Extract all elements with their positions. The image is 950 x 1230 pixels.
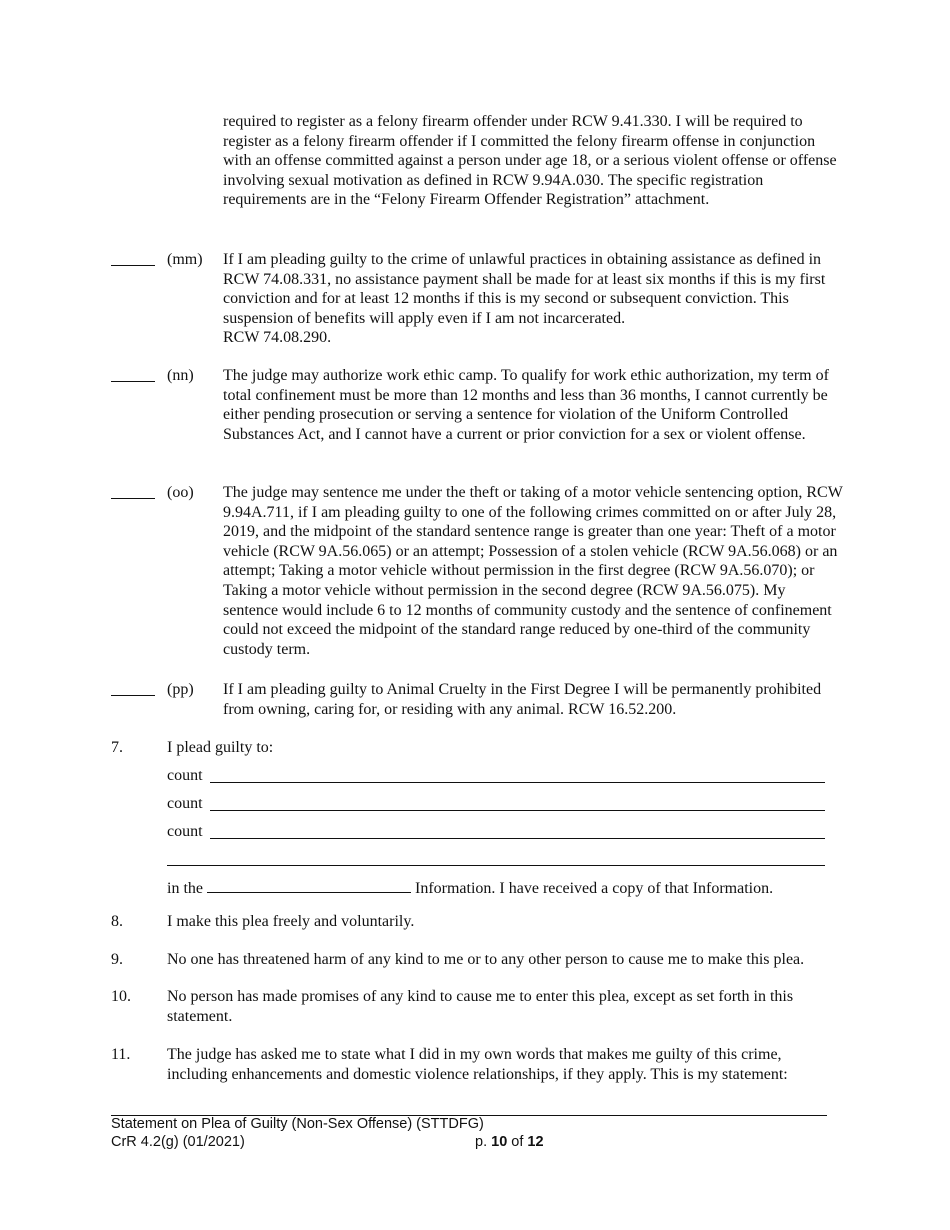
- section-8-number: 8.: [111, 913, 123, 930]
- checkbox-line-pp[interactable]: [111, 695, 155, 696]
- item-text-mm: [223, 250, 843, 348]
- item-label-pp: (pp): [167, 681, 194, 698]
- item-label-mm: (mm): [167, 251, 203, 268]
- in-the-prefix: in the: [167, 880, 203, 897]
- count-row-1: [167, 766, 825, 786]
- section-9-text: No one has threatened harm of any kind to me or to any other person to cause me to make this plea.: [167, 951, 805, 968]
- section-11-number: 11.: [111, 1046, 131, 1063]
- page-of: of: [511, 1134, 524, 1150]
- count-input-line-2[interactable]: [210, 810, 825, 811]
- footer-title: Statement on Plea of Guilty (Non-Sex Offense) (STTDFG): [111, 1116, 484, 1132]
- count-label-1: count: [167, 767, 203, 784]
- item-text-nn: The judge may authorize work ethic camp. To qualify for work ethic authorization, my term of total confinement must be more than 12 months and less than 36 months, I cannot currently be either pending prosecution or serving a sentence for violation of the Uniform Controlled Substances Act, and I cannot have a current or prior conviction for a sex or violent offense.: [223, 367, 829, 443]
- checkbox-line-oo[interactable]: [111, 498, 155, 499]
- information-line: [167, 878, 773, 899]
- item-text-mm-cite: RCW 74.08.290.: [223, 329, 332, 347]
- section-9-number: 9.: [111, 951, 123, 968]
- count-label-2: count: [167, 795, 203, 812]
- page-prefix: p.: [475, 1134, 488, 1150]
- item-label-nn: (nn): [167, 367, 194, 384]
- count-extra-line[interactable]: [167, 865, 825, 866]
- information-blank[interactable]: [207, 878, 411, 893]
- item-label-oo: (oo): [167, 484, 194, 501]
- section-10-text: No person has made promises of any kind to cause me to enter this plea, except as set forth in this statement.: [167, 988, 794, 1025]
- checkbox-line-nn[interactable]: [111, 381, 155, 382]
- page-total: 12: [527, 1134, 544, 1150]
- checkbox-line-mm[interactable]: [111, 265, 155, 266]
- page-current: 10: [491, 1134, 508, 1150]
- in-the-suffix: Information. I have received a copy of that Information.: [415, 880, 774, 897]
- count-row-3: [167, 822, 825, 842]
- count-label-3: count: [167, 823, 203, 840]
- section-11-text: The judge has asked me to state what I did in my own words that makes me guilty of this crime, including enhancements and domestic violence relationships, if they apply. This is my statement:: [167, 1046, 788, 1083]
- count-input-line-1[interactable]: [210, 782, 825, 783]
- continuation-paragraph: required to register as a felony firearm offender under RCW 9.41.330. I will be required to register as a felony firearm offender if I committed the felony firearm offense in conjunction with an offense committed against a person under age 18, or a serious violent offense or offense involving sexual motivation as defined in RCW 9.94A.030. The specific registration requirements are in the “Felony Firearm Offender Registration” attachment.: [223, 113, 837, 209]
- section-8-text: I make this plea freely and voluntarily.: [167, 913, 415, 930]
- count-input-line-3[interactable]: [210, 838, 825, 839]
- page-number: [475, 1134, 544, 1151]
- item-text-mm-body: If I am pleading guilty to the crime of unlawful practices in obtaining assistance as defined in RCW 74.08.331, no assistance payment shall be made for at least six months if this is my first conviction and for at least 12 months if this is my second or subsequent conviction. This suspension of benefits will apply even if I am not incarcerated.: [223, 251, 826, 327]
- count-row-2: [167, 794, 825, 814]
- section-10-number: 10.: [111, 988, 131, 1005]
- section-7-number: 7.: [111, 739, 123, 756]
- item-text-pp: If I am pleading guilty to Animal Cruelty in the First Degree I will be permanently prohibited from owning, caring for, or residing with any animal. RCW 16.52.200.: [223, 681, 822, 718]
- section-7-text: I plead guilty to:: [167, 739, 274, 756]
- footer-form-number: CrR 4.2(g) (01/2021): [111, 1134, 245, 1150]
- item-text-oo: The judge may sentence me under the theft or taking of a motor vehicle sentencing option, RCW 9.94A.711, if I am pleading guilty to one of the following crimes committed on or after July 28, 2019, and the midpoint of the standard sentence range is greater than one year: Theft of a motor vehicle (RCW 9A.56.065) or an attempt; Possession of a stolen vehicle (RCW 9A.56.068) or an attempt; Taking a motor vehicle without permission in the first degree (RCW 9A.56.070); or Taking a motor vehicle without permission in the second degree (RCW 9A.56.075). My sentence would include 6 to 12 months of community custody and the sentence of confinement could not exceed the midpoint of the standard range reduced by one-third of the community custody term.: [223, 484, 843, 658]
